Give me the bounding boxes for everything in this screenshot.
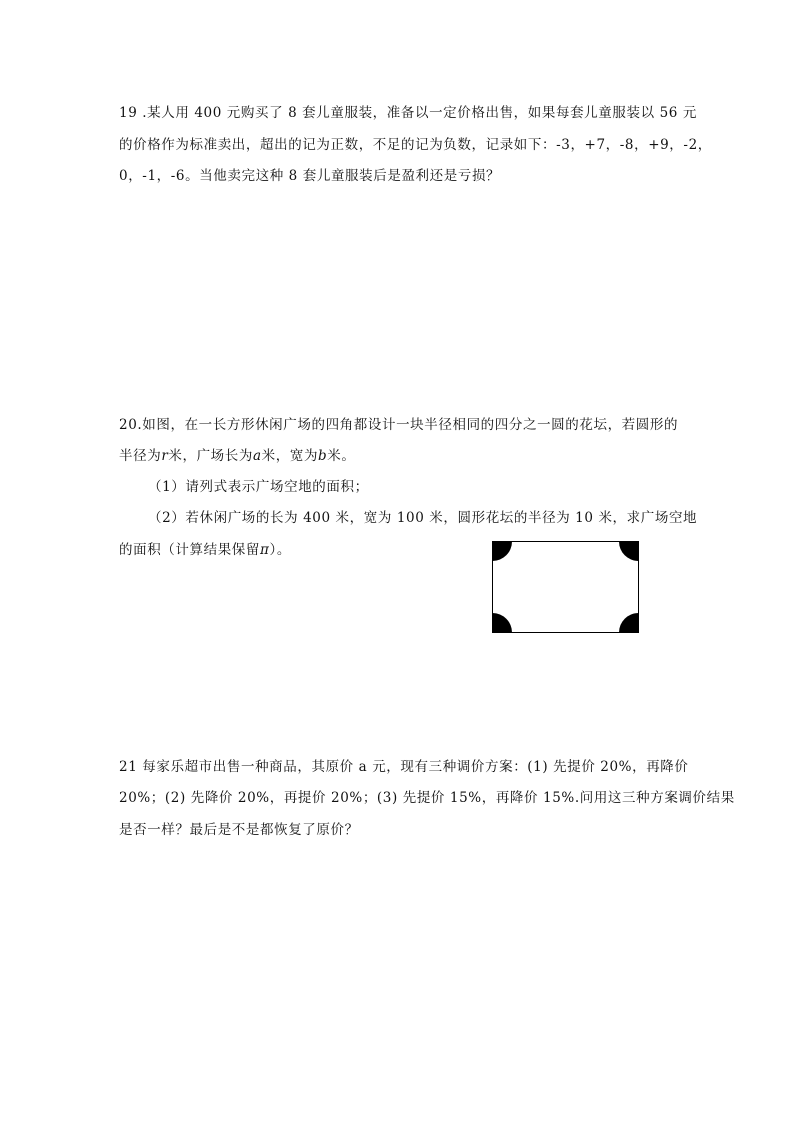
q20-line-2-text-c: 米，宽为 [261,448,319,464]
q21-line-2: 20%；(2) 先降价 20%，再提价 20%；(3) 先提价 15%，再降价 15%.问用这三种方案调价结果 [119,790,735,806]
q19-line-2: 的价格作为标准卖出，超出的记为正数，不足的记为负数，记录如下：-3，+7，-8，+9，-2， [119,137,712,153]
q20-sub-question-2-cont [119,540,291,560]
var-r: r [161,448,169,464]
var-pi: π [260,542,270,558]
q20-line-2-text-d: 米。 [327,448,356,464]
q20-cont-text-b: ）。 [269,542,291,558]
q20-line-2-text-a: 半径为 [119,448,162,464]
q20-cont-text-a: 的面积（计算结果保留 [119,542,260,558]
q20-line-2-text-b: 米，广场长为 [168,448,253,464]
q20-line-2 [119,446,356,466]
q20-sub-question-2: （2）若休闲广场的长为 400 米，宽为 100 米，圆形花坛的半径为 10 米，求广场空地 [148,510,698,526]
q21-line-3: 是否一样？最后是不是都恢复了原价？ [119,822,359,838]
q19-line-3: 0，-1，-6。当他卖完这种 8 套儿童服装后是盈利还是亏损？ [119,168,501,184]
plaza-figure [492,541,639,633]
var-b: b [318,448,328,464]
q19-line-1: 19 .某人用 400 元购买了 8 套儿童服装，准备以一定价格出售，如果每套儿童服装以 56 元 [119,105,697,121]
q20-sub-question-1: （1）请列式表示广场空地的面积； [148,479,369,495]
plaza-rectangle [493,542,639,633]
var-a: a [252,448,262,464]
q21-line-1: 21 每家乐超市出售一种商品，其原价 a 元，现有三种调价方案：(1) 先提价 20%，再降价 [119,759,689,775]
q20-line-1: 20.如图，在一长方形休闲广场的四角都设计一块半径相同的四分之一圆的花坛，若圆形的 [119,417,679,433]
